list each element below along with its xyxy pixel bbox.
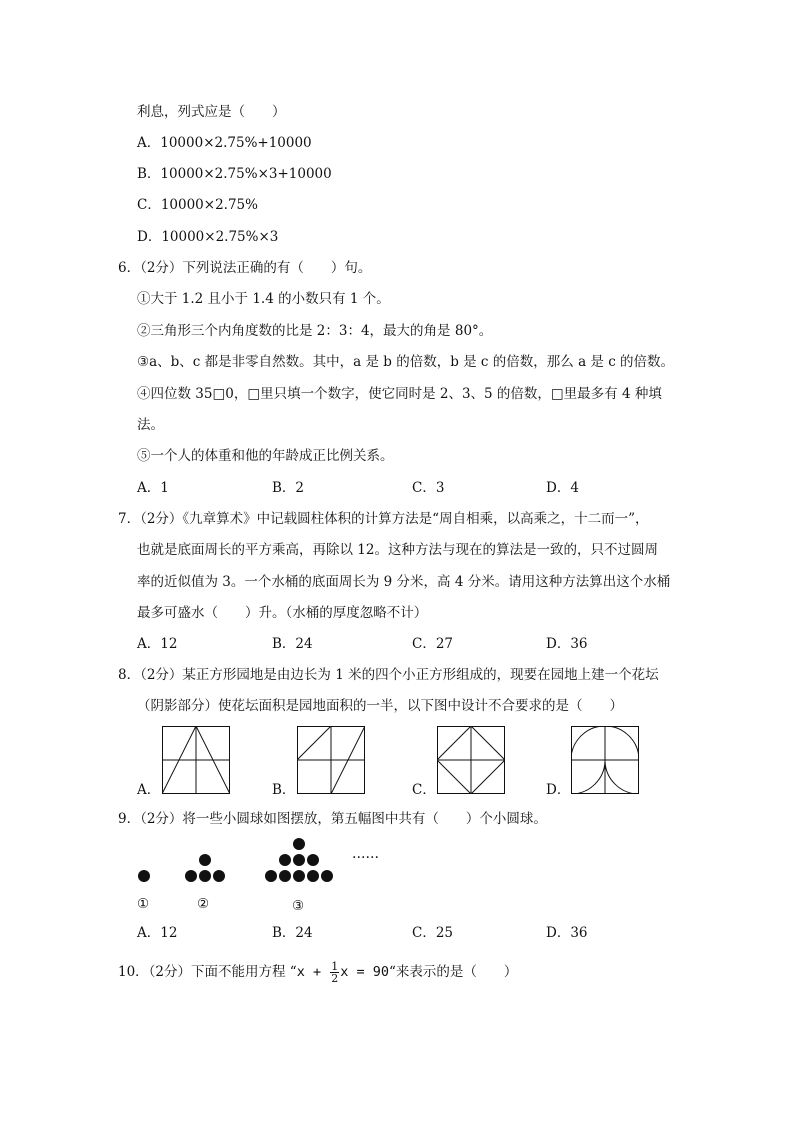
q6-item-5: ⑤一个人的体重和他的年龄成正比例关系。 xyxy=(137,448,394,464)
q8-label-a[interactable]: A． xyxy=(137,782,161,798)
q9-fig3-dot xyxy=(293,838,305,850)
q10-text-after: “来表示的是（ ） xyxy=(389,964,518,980)
q10-equation-part2: x = 90 xyxy=(340,964,390,980)
q10-fraction-numerator: 1 xyxy=(331,960,339,973)
q9-fig3-dot xyxy=(279,854,291,866)
q8-line-2: （阴影部分）使花坛面积是园地面积的一半，以下图中设计不合要求的是（ ） xyxy=(137,698,623,714)
q9-fig3-dot xyxy=(307,854,319,866)
q9-fig3-dot xyxy=(293,870,305,882)
q8-label-d[interactable]: D． xyxy=(546,782,571,798)
q8-figure-a[interactable] xyxy=(162,726,230,794)
q9-option-a[interactable]: A．12 xyxy=(137,925,178,941)
q7-option-b[interactable]: B．24 xyxy=(272,636,313,652)
q6-stem: 6．（2分）下列说法正确的有（ ）句。 xyxy=(118,260,372,276)
q9-fig3-dot xyxy=(265,870,277,882)
q9-fig2-dot xyxy=(199,870,211,882)
q9-figure-label-2: ② xyxy=(197,896,210,912)
q8-figure-b[interactable] xyxy=(297,726,365,794)
q9-fig1-dot xyxy=(138,870,150,882)
q9-fig3-dot xyxy=(321,870,333,882)
q5-tail-text: 利息，列式应是（ ） xyxy=(137,104,286,120)
q9-stem: 9．（2分）将一些小圆球如图摆放，第五幅图中共有（ ）个小圆球。 xyxy=(118,811,547,827)
q6-item-1: ①大于 1.2 且小于 1.4 的小数只有 1 个。 xyxy=(137,291,390,307)
q7-line-3: 率的近似值为 3。一个水桶的底面周长为 9 分米，高 4 分米。请用这种方法算出这个水桶 xyxy=(137,574,671,590)
q9-fig2-dot xyxy=(213,870,225,882)
q9-fig2-dot xyxy=(185,870,197,882)
q9-dot-pattern xyxy=(130,834,390,890)
q10-fraction-denominator: 2 xyxy=(331,972,339,985)
q10-fraction xyxy=(330,961,339,984)
q5-option-d[interactable]: D．10000×2.75%×3 xyxy=(137,229,279,245)
q7-option-d[interactable]: D．36 xyxy=(546,636,588,652)
q5-option-c[interactable]: C．10000×2.75% xyxy=(137,197,258,213)
q6-option-c[interactable]: C．3 xyxy=(412,480,445,496)
q9-option-d[interactable]: D．36 xyxy=(546,925,588,941)
q6-item-4-cont: 法。 xyxy=(137,417,164,433)
q5-option-b[interactable]: B．10000×2.75%×3+10000 xyxy=(137,166,332,182)
q8-label-b[interactable]: B． xyxy=(272,782,296,798)
q6-item-3: ③a、b、c 都是非零自然数。其中，a 是 b 的倍数，b 是 c 的倍数，那么 a 是 c 的倍数。 xyxy=(137,354,675,370)
q10-equation-part1: x + xyxy=(296,964,330,980)
q10-stem xyxy=(118,961,517,984)
q9-ellipsis: …… xyxy=(352,846,379,862)
q9-fig3-dot xyxy=(279,870,291,882)
q6-option-a[interactable]: A．1 xyxy=(137,480,169,496)
q9-fig2-dot xyxy=(199,854,211,866)
q9-fig3-dot xyxy=(293,854,305,866)
q6-item-4: ④四位数 35□0，□里只填一个数字，使它同时是 2、3、5 的倍数，□里最多有 4 种填 xyxy=(137,386,662,402)
q9-figure-label-1: ① xyxy=(137,896,150,912)
q9-option-b[interactable]: B．24 xyxy=(272,925,313,941)
q7-option-c[interactable]: C．27 xyxy=(412,636,454,652)
q8-figure-c[interactable] xyxy=(437,726,505,794)
q8-line-1: 8．（2分）某正方形园地是由边长为 1 米的四个小正方形组成的，现要在园地上建一个花坛 xyxy=(118,667,659,683)
q9-option-c[interactable]: C．25 xyxy=(412,925,454,941)
q7-line-1: 7．（2分）《九章算术》中记载圆柱体积的计算方法是“周自相乘，以高乘之，十二而一”， xyxy=(118,511,649,527)
q8-label-c[interactable]: C． xyxy=(412,782,436,798)
q7-line-2: 也就是底面周长的平方乘高，再除以 12。这种方法与现在的算法是一致的，只不过圆周 xyxy=(137,542,658,558)
q8-figure-d[interactable] xyxy=(571,726,639,794)
q6-option-b[interactable]: B．2 xyxy=(272,480,305,496)
q7-line-4: 最多可盛水（ ）升。（水桶的厚度忽略不计） xyxy=(137,605,428,621)
q10-text-before: 10．（2分）下面不能用方程 “ xyxy=(118,964,297,980)
q9-figure-label-3: ③ xyxy=(292,898,305,914)
q6-item-2: ②三角形三个内角度数的比是 2：3：4，最大的角是 80°。 xyxy=(137,323,493,339)
q5-option-a[interactable]: A．10000×2.75%+10000 xyxy=(137,135,312,151)
q7-option-a[interactable]: A．12 xyxy=(137,636,178,652)
q9-fig3-dot xyxy=(307,870,319,882)
q6-option-d[interactable]: D．4 xyxy=(546,480,579,496)
